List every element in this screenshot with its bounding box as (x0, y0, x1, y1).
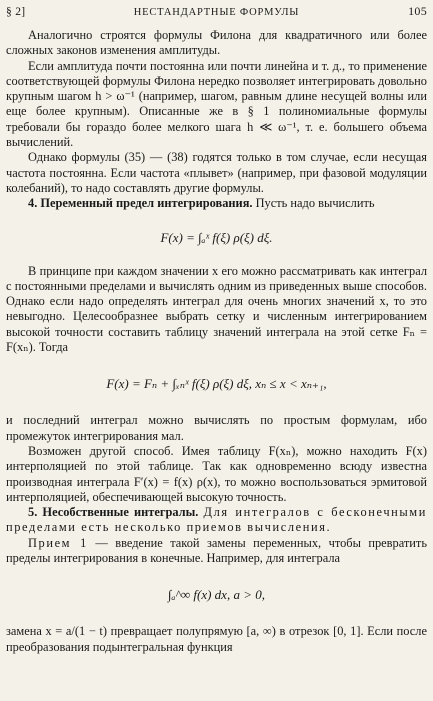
section-4-text: Пусть надо вычислить (255, 196, 375, 211)
section-5-heading: 5. Несобственные интегралы. (28, 505, 199, 520)
paragraph-7: Возможен другой способ. Имея таблицу F(xₙ), можно находить F(x) интерполяцией по этой таблице. Так как одновременно всюду известна производная интеграла F′(x) = f(x) ρ(x), то можно воспользоваться эрмитовой интерполяцией, обеспечивающей высокую точность. (6, 443, 427, 504)
paragraph-8 (6, 536, 427, 567)
section-5-paragraph (6, 505, 427, 536)
paragraph-3: Однако формулы (35) — (38) годятся только в том случае, если несущая частота постоянна. Если частота «плывет» (например, при фазовой модуляции колебаний), то надо составлять другие формулы. (6, 150, 427, 195)
method-1-text: — введение такой замены переменных, чтобы превратить пределы интегрирования в конечные. Например, для интеграла (6, 535, 428, 566)
section-4-heading: 4. Переменный предел интегрирования. (28, 196, 253, 211)
section-marker: § 2] (6, 6, 26, 18)
paragraph-9: замена x = a/(1 − t) превращает полупрямую [a, ∞) в отрезок [0, 1]. Если после преобразования подынтегральная функция (6, 624, 427, 654)
paragraph-5: В принципе при каждом значении x его можно рассматривать как интеграл с постоянными пределами и вычислять одним из приведенных выше способов. Однако если надо определять интеграл для очень многих значений x, то это невыгодно. Целесообразнее выбрать сетку и численным интегрированием высокой точности составить таблицу значений интеграла на этой сетке Fₙ = F(xₙ). Тогда (6, 263, 427, 355)
paragraph-2: Если амплитуда почти постоянна или почти линейна и т. д., то применение соответствующей формулы Филона нередко позволяет интегрировать довольно крупным шагом h > ω⁻¹ (например, шагом, равным длине несущей волны или еще более крупным). Описанные же в § 1 полиномиальные формулы требовали бы гораздо более мелкого шага h ≪ ω⁻¹, т. е. большего объема вычислений. (6, 58, 427, 150)
running-header (6, 4, 427, 20)
page-body (6, 28, 427, 655)
formula-integral-variable-limit: F(x) = ∫ₐˣ f(ξ) ρ(ξ) dξ. (160, 229, 273, 245)
page-number: 105 (408, 4, 427, 18)
formula-improper-integral: ∫ₐ^∞ f(x) dx, a > 0, (168, 587, 265, 603)
paragraph-6: и последний интеграл можно вычислять по простым формулам, ибо промежуток интегрирования мал. (6, 413, 427, 443)
formula-integral-grid: F(x) = Fₙ + ∫ₓₙˣ f(ξ) ρ(ξ) dξ, xₙ ≤ x < xₙ₊₁, (106, 376, 327, 392)
section-4-paragraph (6, 196, 427, 211)
section-5-text: Для интегралов с бесконечными пределами есть несколько приемов вычисления. (6, 505, 427, 535)
paragraph-1: Аналогично строятся формулы Филона для квадратичного или более сложных законов изменения амплитуды. (6, 28, 427, 58)
running-title: НЕСТАНДАРТНЫЕ ФОРМУЛЫ (133, 7, 300, 18)
method-1-lead: Прием 1 (28, 535, 88, 550)
